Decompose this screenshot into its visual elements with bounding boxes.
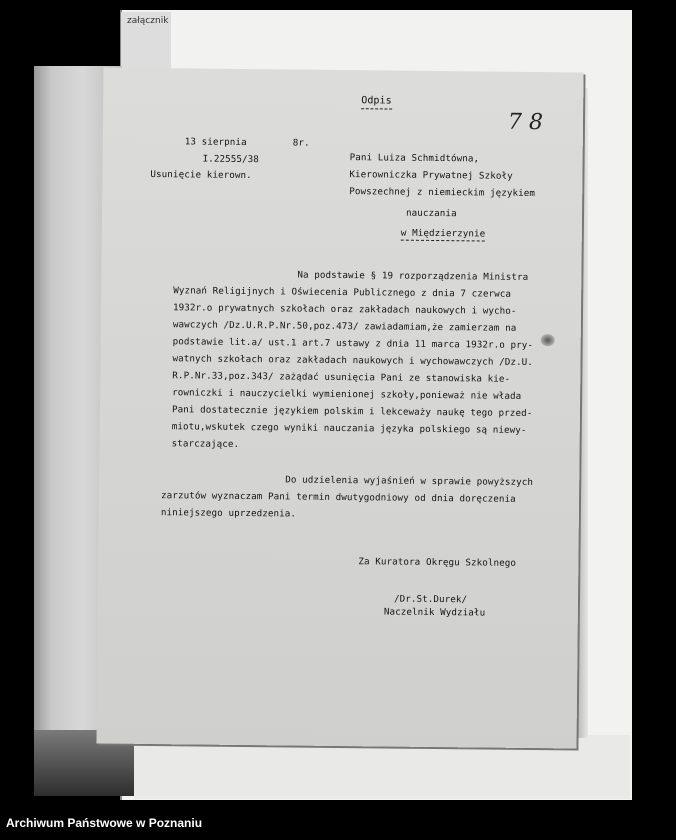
- recipient-line: Pani Luiza Schmidtówna,: [349, 152, 480, 165]
- recipient-line: nauczania: [405, 207, 457, 220]
- handwritten-page-number: 7 8: [507, 109, 544, 136]
- ink-stain: [541, 334, 555, 346]
- closing-line: Za Kuratora Okręgu Szkolnego: [358, 556, 517, 569]
- body-line: starczające.: [171, 438, 240, 450]
- body-line: Na podstawie § 19 rozporządzenia Ministra: [297, 269, 529, 283]
- document-date: 13 sierpnia: [184, 136, 247, 149]
- signature-title: Naczelnik Wydziału: [383, 606, 486, 619]
- body-line: Wyznań Religijnych i Oświecenia Publicznego z dnia 7 czerwca: [173, 285, 512, 300]
- reference-number: I.22555/38: [202, 153, 259, 166]
- recipient-line: Kierowniczka Prywatnej Szkoły: [349, 169, 513, 182]
- document-header-label: Odpis: [361, 95, 392, 109]
- body-line: podstawie lit.a/ ust.1 art.7 ustawy z dnia 11 marca 1932r.o pry-: [172, 336, 534, 352]
- body-line: wawczych /Dz.U.R.P.Nr.50,poz.473/ zawiadamiam,że zamierzam na: [172, 319, 517, 334]
- recipient-line: w Międzierzynie: [400, 227, 486, 240]
- document-page: [96, 68, 583, 749]
- body-line: rowniczki i nauczycielki wymienionej szkoły,ponieważ nie włada: [172, 387, 522, 402]
- archive-label: Archiwum Państwowe w Poznaniu: [6, 816, 203, 830]
- signature-name: /Dr.St.Durek/: [393, 593, 468, 606]
- body-line: 1932r.o prywatnych szkołach oraz zakładach naukowych i wycho-: [172, 302, 517, 317]
- body-line: zarzutów wyznaczam Pani termin dwutygodniowy od dnia doręczenia: [161, 490, 516, 505]
- body-line: Do udzielenia wyjaśnień w sprawie powyższych: [285, 474, 534, 489]
- document-subject: Usunięcie kierown.: [150, 169, 252, 182]
- document-year: 8r.: [292, 137, 310, 149]
- body-line: R.P.Nr.33,poz.343/ zażądać usunięcia Pani ze stanowiska kie-: [172, 370, 511, 385]
- body-line: watnych szkołach oraz zakładach naukowych i wychowawczych /Dz.U.: [172, 353, 533, 369]
- body-line: niniejszego uprzedzenia.: [160, 507, 297, 520]
- recipient-line: Powszechnej z niemieckim językiem: [349, 186, 536, 200]
- body-line: miotu,wskutek czego wyniki nauczania języka polskiego są niewy-: [171, 421, 527, 436]
- body-line: Pani dostatecznie językiem polskim i lekceważy naukę tego przed-: [171, 404, 533, 420]
- back-sheet-tab: załącznik: [121, 12, 171, 70]
